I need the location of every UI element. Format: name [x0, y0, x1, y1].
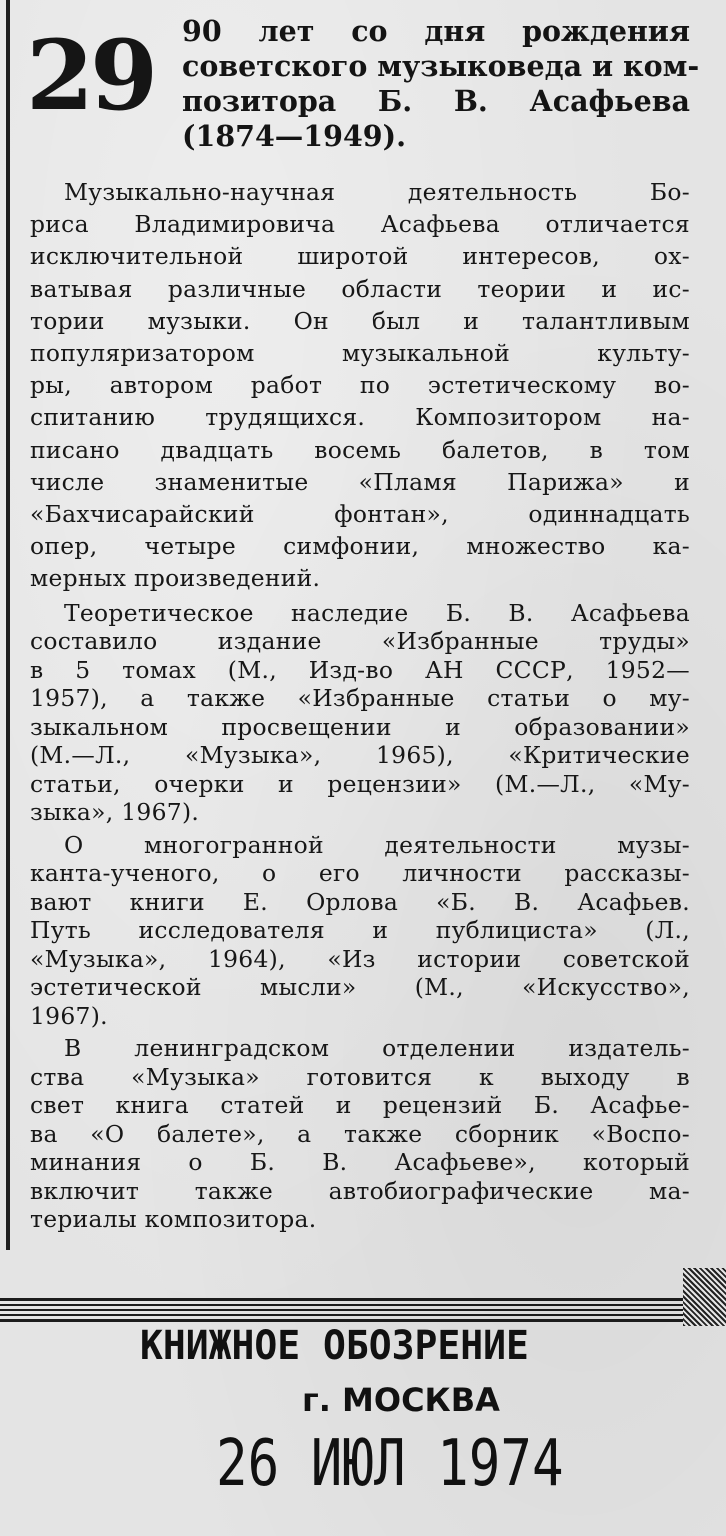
article-line: тории музыки. Он был и талантливым [30, 306, 690, 335]
article-line: зыка», 1967). [30, 798, 200, 827]
article-line: в 5 томах (М., Изд-во АН СССР, 1952— [30, 655, 690, 684]
article-paragraph [30, 1034, 690, 1234]
left-border-rule [6, 0, 10, 1250]
article-line: 1957), а также «Избранные статьи о му- [30, 684, 690, 713]
article-line: спитанию трудящихся. Композитором на- [30, 403, 690, 432]
article-line: статьи, очерки и рецензии» (М.—Л., «Му- [30, 769, 690, 798]
article-line: «Бахчисарайский фонтан», одиннадцать [30, 500, 690, 529]
article-line: ры, автором работ по эстетическому во- [30, 371, 690, 400]
article-line: зыкальном просвещении и образовании» [30, 712, 690, 741]
article-line: мерных произведений. [30, 564, 321, 593]
article-line: «Музыка», 1964), «Из истории советской [30, 944, 690, 973]
separator-rules [0, 1298, 683, 1324]
hatched-corner [683, 1268, 726, 1326]
article-line: свет книга статей и рецензий Б. Асафье- [30, 1091, 690, 1120]
article-paragraph [30, 599, 690, 827]
headline [182, 14, 700, 154]
article-line: Теоретическое наследие Б. В. Асафьева [64, 598, 690, 627]
headline-line: позитора Б. В. Асафьева [182, 84, 690, 118]
article-line: Музыкально-научная деятельность Бо- [64, 178, 690, 206]
headline-line: 90 лет со дня рождения [182, 14, 690, 48]
article-line: (М.—Л., «Музыка», 1965), «Критические [30, 741, 690, 770]
article-line: Путь исследователя и публициста» (Л., [30, 916, 690, 945]
stamp-date: 26 ИЮЛ 1974 [216, 1427, 564, 1501]
article-body [30, 176, 690, 1238]
article-line: ва «О балете», а также сборник «Воспо- [30, 1119, 690, 1148]
article-line: канта-ученого, о его личности рассказы- [30, 859, 690, 888]
date-number: 29 [26, 19, 155, 132]
article-line: опер, четыре симфонии, множество ка- [30, 532, 690, 561]
article-line: риса Владимировича Асафьева отличается [30, 210, 690, 239]
headline-line: советского музыковеда и ком- [182, 49, 700, 83]
article-line: минания о Б. В. Асафьеве», который [30, 1148, 690, 1177]
article-line: исключительной широтой интересов, ох- [30, 242, 690, 271]
article-line: эстетической мысли» (М., «Искусство», [30, 973, 690, 1002]
article-line: ватывая различные области теории и ис- [30, 274, 690, 303]
stamp-publication-name: КНИЖНОЕ ОБОЗРЕНИЕ [140, 1323, 529, 1369]
stamp-city: г. МОСКВА [302, 1381, 500, 1419]
article-line: включит также автобиографические ма- [30, 1176, 690, 1205]
article-paragraph [30, 831, 690, 1031]
article-line: териалы композитора. [30, 1205, 317, 1234]
article-line: числе знаменитые «Пламя Парижа» и [30, 467, 690, 496]
article-line: 1967). [30, 1001, 108, 1030]
article-line: ства «Музыка» готовится к выходу в [30, 1062, 690, 1091]
article-line: писано двадцать восемь балетов, в том [30, 435, 690, 464]
headline-line: (1874—1949). [182, 119, 407, 153]
article-line: вают книги Е. Орлова «Б. В. Асафьев. [30, 887, 690, 916]
article-line: составило издание «Избранные труды» [30, 627, 690, 656]
article-line: В ленинградском отделении издатель- [64, 1034, 690, 1063]
article-paragraph [30, 176, 690, 595]
article-line: О многогранной деятельности музы- [64, 830, 690, 859]
article-line: популяризатором музыкальной культу- [30, 339, 690, 368]
